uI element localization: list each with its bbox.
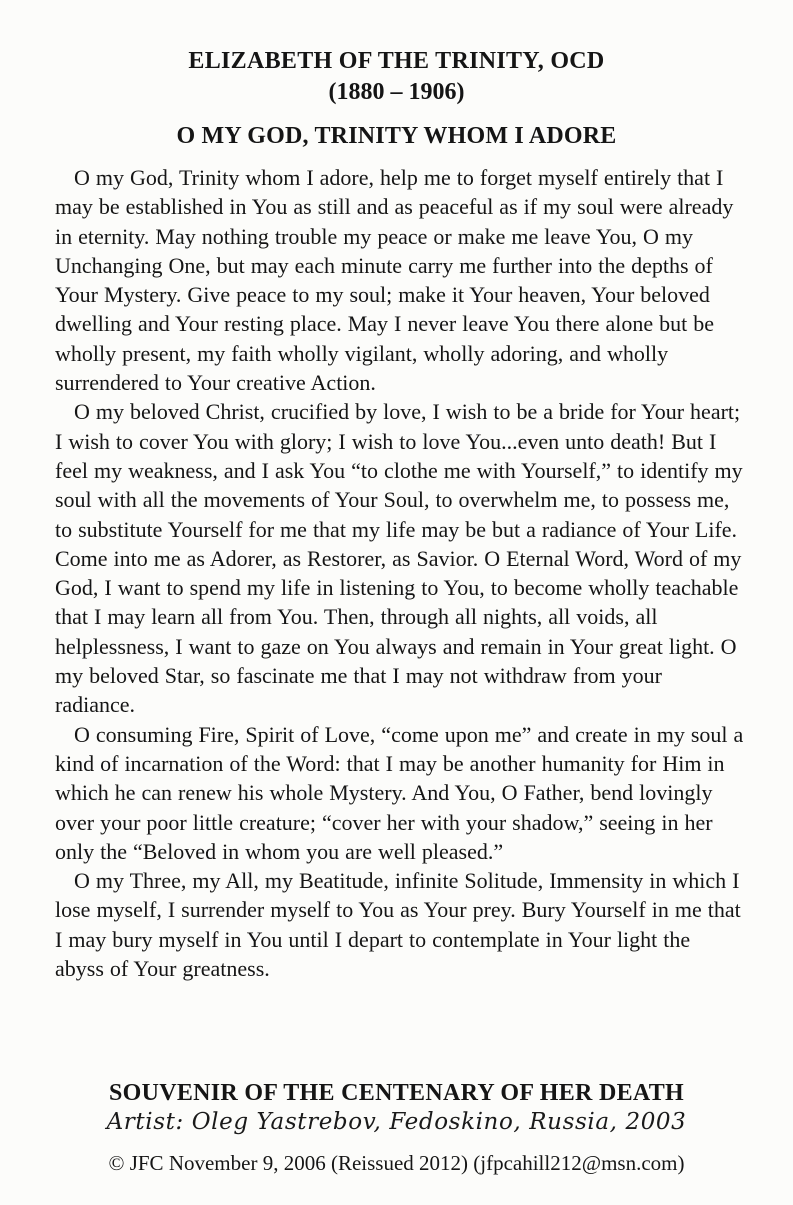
prayer-paragraph: O my God, Trinity whom I adore, help me to forget myself entirely that I may be established in You as still and as peaceful as if my soul were already in eternity. May nothing trouble my peace or make me leave You, O my Unchanging One, but may each minute carry me further into the depths of Your Mystery. Give peace to my soul; make it Your heaven, Your beloved dwelling and Your resting place. May I never leave You there alone but be wholly present, my faith wholly vigilant, wholly adoring, and wholly surrendered to Your creative Action. — [55, 165, 734, 396]
prayer-body — [55, 163, 745, 983]
saint-dates: (1880 – 1906) — [328, 79, 465, 105]
copyright-notice: © JFC November 9, 2006 (Reissued 2012) (jfpcahill212@msn.com) — [108, 1151, 685, 1175]
souvenir-heading: SOUVENIR OF THE CENTENARY OF HER DEATH — [108, 1080, 685, 1106]
prayer-paragraph: O consuming Fire, Spirit of Love, “come upon me” and create in my soul a kind of incarnation of the Word: that I may be another humanity for Him in which he can renew his whole Mystery. And You, O Father, bend lovingly over your poor little creature; “cover her with your shadow,” seeing in her only the “Beloved in whom you are well pleased.” — [55, 721, 744, 864]
prayer-paragraph: O my beloved Christ, crucified by love, I wish to be a bride for Your heart; I wish to cover You with glory; I wish to love You...even unto death! But I feel my weakness, and I ask You “to clothe me with Yourself,” to identify my soul with all the movements of Your Soul, to overwhelm me, to possess me, to substitute Yourself for me that my life may be but a radiance of Your Life. Come into me as Adorer, as Restorer, as Savior. O Eternal Word, Word of my God, I want to spend my life in listening to You, to become wholly teachable that I may learn all from You. Then, through all nights, all voids, all helplessness, I want to gaze on You always and remain in Your great light. O my beloved Star, so fascinate me that I may not withdraw from your radiance. — [55, 399, 743, 718]
prayer-paragraph: O my Three, my All, my Beatitude, infinite Solitude, Immensity in which I lose myself, I surrender myself to You as Your prey. Bury Yourself in me that I may bury myself in You until I depart to contemplate in Your light the abyss of Your greatness. — [55, 868, 741, 982]
saint-name-heading: ELIZABETH OF THE TRINITY, OCD — [188, 48, 605, 74]
prayer-title: O MY GOD, TRINITY WHOM I ADORE — [176, 123, 617, 149]
artist-credit: Artist: Oleg Yastrebov, Fedoskino, Russia, 2003 — [106, 1109, 687, 1135]
